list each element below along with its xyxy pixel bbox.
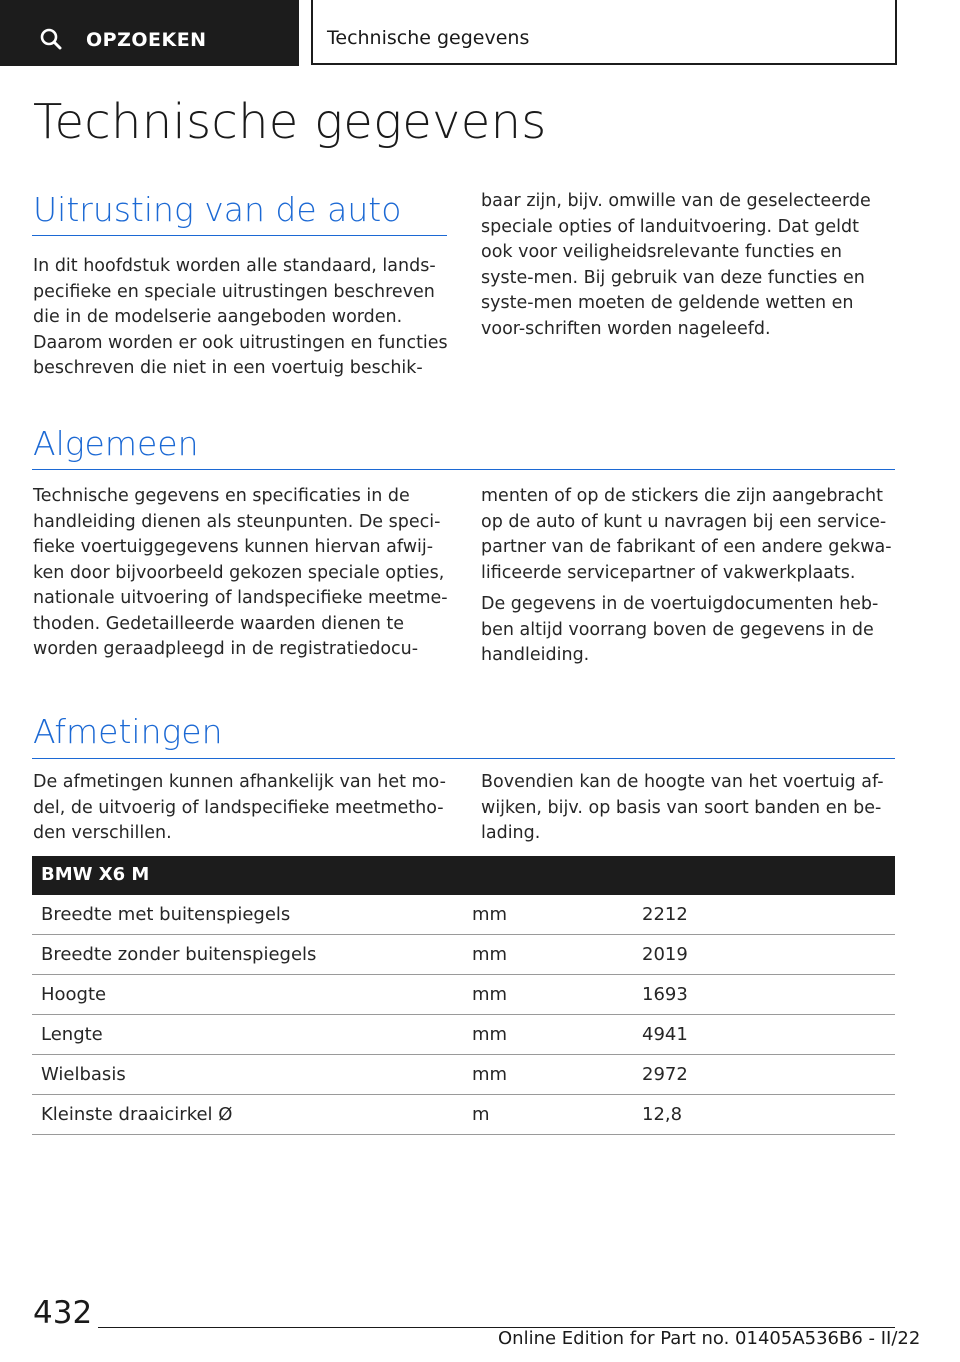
table-header [32,856,895,895]
search-tab-label: OPZOEKEN [86,29,207,51]
paragraph-algemeen-col2-b: De gegevens in de voertuigdocumenten heb-ben altijd voorrang boven de gegevens in de handleiding. [481,594,879,665]
row-unit: mm [472,1064,508,1085]
paragraph-afmetingen-col2: Bovendien kan de hoogte van het voertuig af-wijken, bijv. op basis van soort banden en be-lading. [481,772,884,843]
row-label: Wielbasis [41,1064,126,1085]
section-divider-uitrusting [32,235,447,236]
row-unit: m [472,1104,490,1125]
row-value: 2972 [642,1064,688,1085]
row-label: Breedte zonder buitenspiegels [41,944,317,965]
row-label: Lengte [41,1024,103,1045]
section-heading-afmetingen: Afmetingen [33,712,223,751]
row-unit: mm [472,944,508,965]
search-icon [40,28,62,50]
section-divider-algemeen [32,469,895,470]
table-row [32,895,895,935]
row-label: Breedte met buitenspiegels [41,904,291,925]
table-row [32,1015,895,1055]
dimensions-table [32,856,895,1135]
table-row [32,935,895,975]
paragraph-algemeen-col1: Technische gegevens en specificaties in de handleiding dienen als steunpunten. De speci-fieke voertuiggegevens kunnen hiervan afwij-ken door bijvoorbeeld gekozen speciale opties, nationale uitvoering of landspecifieke meetme-thoden. Gedetailleerde waarden dienen te worden geraadpleegd in de registratiedocu- [33,486,448,659]
row-label: Kleinste draaicirkel Ø [41,1104,233,1125]
page-number: 432 [33,1295,93,1331]
row-unit: mm [472,1024,508,1045]
table-row [32,975,895,1015]
search-tab[interactable] [0,0,299,66]
row-unit: mm [472,984,508,1005]
table-header-title: BMW X6 M [41,864,150,885]
paragraph-afmetingen-col1: De afmetingen kunnen afhankelijk van het mo-del, de uitvoerig of landspecifieke meetmetho-den verschillen. [33,772,446,843]
top-navigation-bar [0,0,960,66]
table-row [32,1095,895,1135]
paragraph-uitrusting-col2: baar zijn, bijv. omwille van de geselecteerde speciale opties of landuitvoering. Dat geldt ook voor veiligheidsrelevante functies en syste-men. Bij gebruik van deze functies en syste-men moeten de geldende wetten en voor-schriften worden nageleefd. [481,191,871,339]
table-row [32,1055,895,1095]
paragraph-algemeen-col2-a: menten of op de stickers die zijn aangebracht op de auto of kunt u navragen bij een service-partner van de fabrikant of een andere gekwa-lificeerde servicepartner of vakwerkplaats. [481,486,892,583]
page-title: Technische gegevens [33,94,547,150]
row-value: 12,8 [642,1104,683,1125]
row-value: 4941 [642,1024,688,1045]
paragraph-uitrusting-col1: In dit hoofdstuk worden alle standaard, landspecifieke en speciale uitrustingen beschreven die in de modelserie aangeboden worden. Daarom worden er ook uitrustingen en functies beschreven die niet in een voertuig beschik- [33,256,448,378]
breadcrumb-label: Technische gegevens [327,27,530,49]
row-value: 1693 [642,984,688,1005]
row-value: 2212 [642,904,688,925]
footer-edition-text: Online Edition for Part no. 01405A536B6 - II/22 [498,1328,921,1349]
section-heading-uitrusting: Uitrusting van de auto [33,190,402,229]
row-unit: mm [472,904,508,925]
breadcrumb[interactable] [311,0,897,65]
section-heading-algemeen: Algemeen [33,424,199,463]
section-divider-afmetingen [32,758,895,759]
row-label: Hoogte [41,984,107,1005]
row-value: 2019 [642,944,688,965]
